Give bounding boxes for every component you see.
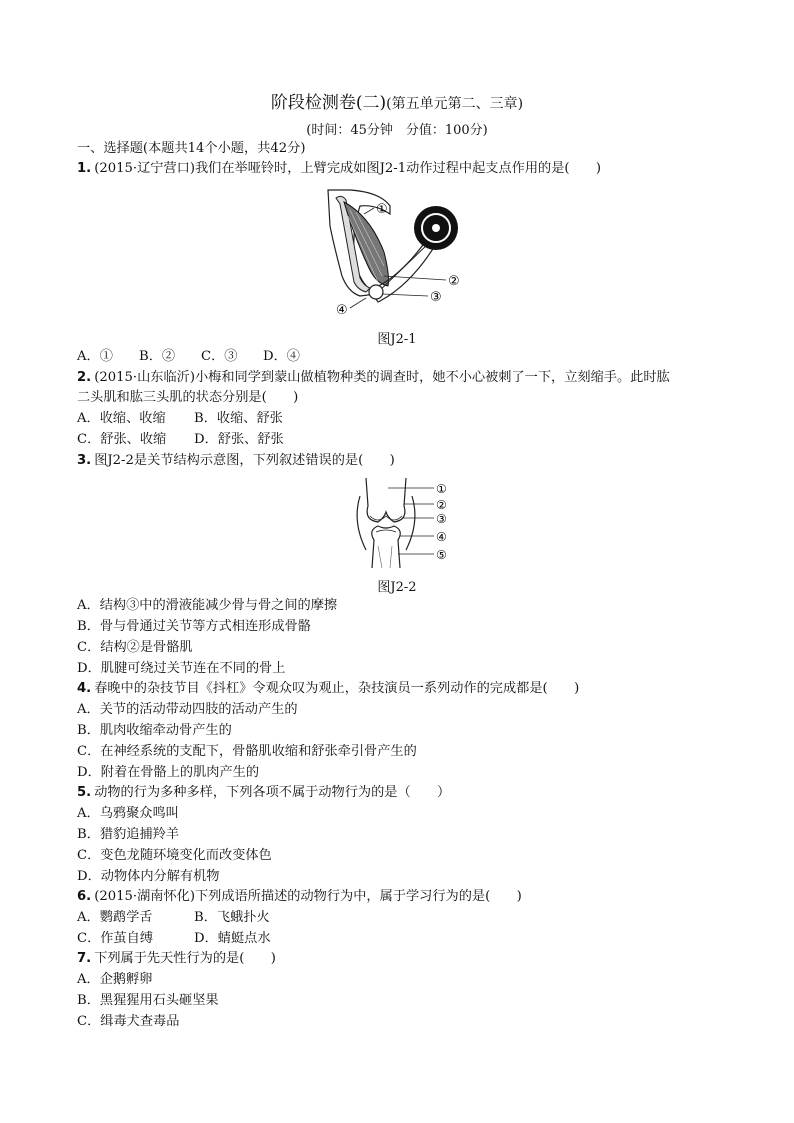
option-a: A．乌鸦聚众鸣叫 xyxy=(77,806,179,821)
question-number: 4. xyxy=(77,681,92,696)
elbow-joint xyxy=(369,285,383,299)
question-6 xyxy=(77,888,522,906)
question-5 xyxy=(77,784,450,802)
title-subtitle: (第五单元第二、三章) xyxy=(386,96,524,112)
label-1: ① xyxy=(376,202,388,217)
option-b: B．肌肉收缩牵动骨产生的 xyxy=(77,723,232,738)
articular-cartilage xyxy=(370,516,402,520)
figure-caption-2: 图J2-2 xyxy=(377,580,417,595)
options-q6-row1 xyxy=(77,909,270,927)
question-number: 5. xyxy=(77,785,92,800)
option-c: C．舒张、收缩 xyxy=(77,432,167,447)
question-number: 6. xyxy=(77,889,92,904)
label-3: ③ xyxy=(430,290,442,305)
option-d: D．肌腱可绕过关节连在不同的骨上 xyxy=(77,661,286,676)
label-4: ④ xyxy=(436,530,447,544)
question-number: 3. xyxy=(77,453,92,468)
option-b: B．收缩、舒张 xyxy=(194,411,283,426)
question-4 xyxy=(77,680,579,698)
question-1 xyxy=(77,160,601,178)
question-text: (2015·山东临沂)小梅和同学到蒙山做植物种类的调查时，她不小心被刺了一下，立刻缩手。此时肱 xyxy=(94,370,670,385)
question-text: (2015·辽宁营口)我们在举哑铃时，上臂完成如图J2-1动作过程中起支点作用的是( ) xyxy=(94,161,602,176)
page-title xyxy=(0,88,794,113)
option-b: B．黑猩猩用石头砸坚果 xyxy=(77,993,219,1008)
option-a: A．关节的活动带动四肢的活动产生的 xyxy=(77,702,298,717)
options-q6-row2 xyxy=(77,930,271,948)
joint-figure xyxy=(338,476,458,571)
label-4: ④ xyxy=(336,303,348,316)
option-c: C．作茧自缚 xyxy=(77,931,154,946)
option-c: C．缉毒犬查毒品 xyxy=(77,1014,180,1029)
section-heading: 一、选择题(本题共14个小题，共42分) xyxy=(77,141,306,156)
option-d: D．附着在骨骼上的肌肉产生的 xyxy=(77,765,260,780)
option-d: D．蜻蜓点水 xyxy=(194,931,271,946)
option-c: C．变色龙随环境变化而改变体色 xyxy=(77,848,272,863)
option-b: B．② xyxy=(139,349,176,364)
option-a: A．鹦鹉学舌 xyxy=(77,910,153,925)
option-a: A．企鹅孵卵 xyxy=(77,972,153,987)
option-b: B．飞蛾扑火 xyxy=(194,910,270,925)
label-5: ⑤ xyxy=(436,548,447,562)
question-text: 图J2-2是关节结构示意图，下列叙述错误的是( ) xyxy=(94,453,395,468)
option-c: C．③ xyxy=(201,349,238,364)
options-q1 xyxy=(77,348,300,366)
label-2: ② xyxy=(448,274,460,289)
label-3: ③ xyxy=(436,512,447,526)
options-q2-row2 xyxy=(77,431,284,449)
question-text: (2015·湖南怀化)下列成语所描述的动物行为中，属于学习行为的是( ) xyxy=(94,889,522,904)
option-c: C．结构②是骨骼肌 xyxy=(77,640,193,655)
label-2: ② xyxy=(436,498,447,512)
question-number: 2. xyxy=(77,370,92,385)
label-1: ① xyxy=(436,482,447,496)
option-d: D．动物体内分解有机物 xyxy=(77,869,220,884)
exam-info: (时间：45分钟 分值：100分) xyxy=(306,123,488,138)
option-b: B．猎豹追捕羚羊 xyxy=(77,827,180,842)
upper-bone xyxy=(366,478,406,522)
arm-figure xyxy=(320,186,470,316)
question-text: 春晚中的杂技节目《抖杠》令观众叹为观止，杂技演员一系列动作的完成都是( ) xyxy=(94,681,580,696)
option-a: A．① xyxy=(77,349,113,364)
option-b: B．骨与骨通过关节等方式相连形成骨骼 xyxy=(77,619,311,634)
question-text: 下列属于先天性行为的是( ) xyxy=(94,951,276,966)
option-c: C．在神经系统的支配下，骨骼肌收缩和舒张牵引骨产生的 xyxy=(77,744,417,759)
lower-bone xyxy=(372,526,401,568)
question-number: 7. xyxy=(77,951,92,966)
lower-cartilage xyxy=(376,530,396,532)
option-a: A．收缩、收缩 xyxy=(77,411,166,426)
figure-caption-1: 图J2-1 xyxy=(377,332,417,347)
option-a: A．结构③中的滑液能减少骨与骨之间的摩擦 xyxy=(77,598,338,613)
question-7 xyxy=(77,950,276,968)
options-q2-row1 xyxy=(77,410,283,428)
question-2-cont: 二头肌和肱三头肌的状态分别是( ) xyxy=(77,390,299,405)
question-2 xyxy=(77,369,670,387)
question-3 xyxy=(77,452,395,470)
question-number: 1. xyxy=(77,161,92,176)
title-main: 阶段检测卷(二) xyxy=(270,93,387,113)
option-d: D．舒张、舒张 xyxy=(194,432,284,447)
question-text: 动物的行为多种多样，下列各项不属于动物行为的是（ ） xyxy=(94,785,451,800)
option-d: D．④ xyxy=(263,349,300,364)
dumbbell-center xyxy=(432,224,440,232)
